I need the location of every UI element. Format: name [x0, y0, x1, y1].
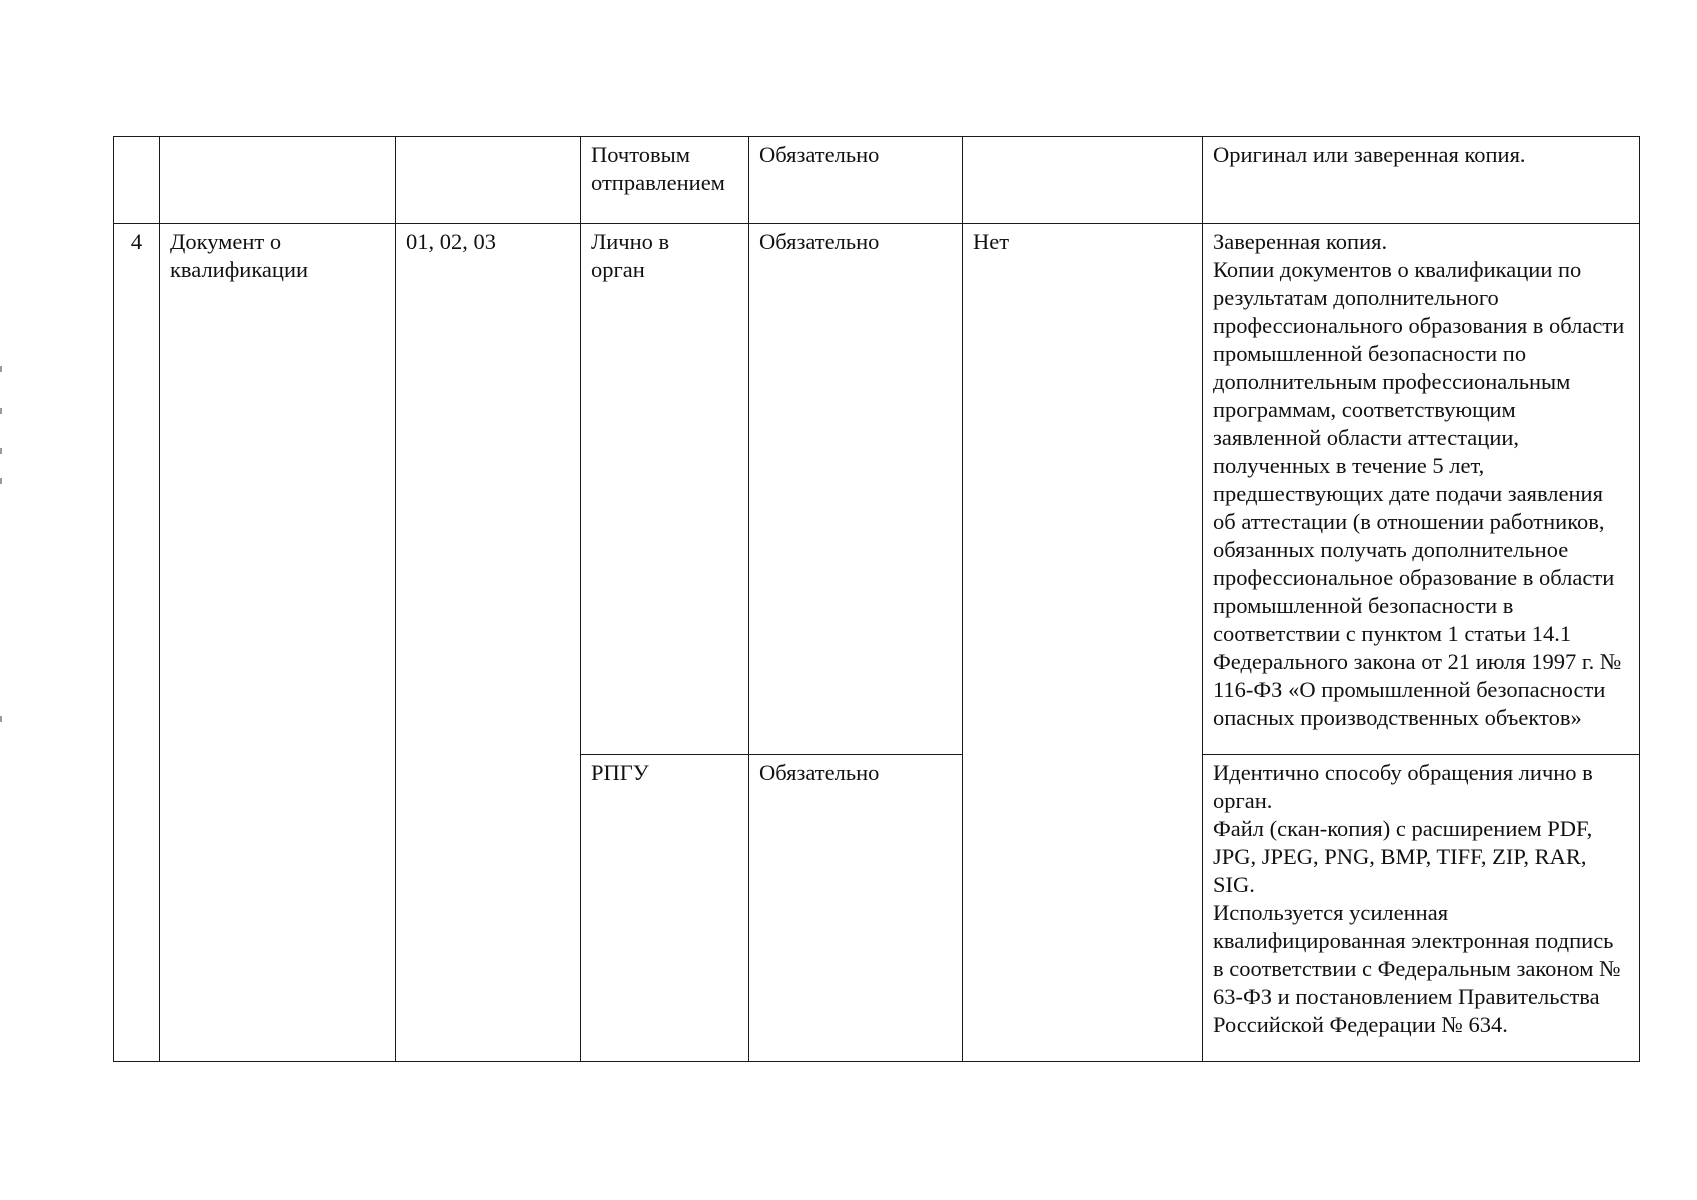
requirement-rpgu: Обязательно [759, 760, 880, 785]
cell-document-name [160, 224, 396, 1062]
method-personal: Лично в орган [591, 229, 670, 282]
requirements-table [113, 136, 1640, 1062]
description-postal: Оригинал или заверенная копия. [1213, 142, 1526, 167]
description-rpgu: Идентично способу обращения лично в орган. Файл (скан-копия) с расширением PDF, JPG, JPEG, PNG, BMP, TIFF, ZIP, RAR, SIG. Используется усиленная квалифицированная электронная подпись в соответствии с Федеральным законом № 63-ФЗ и постановлением Правительства Российской Федерации № 634. [1213, 760, 1621, 1037]
cell-document-name [160, 137, 396, 224]
cell-method [581, 137, 749, 224]
margin-mark [0, 408, 2, 414]
margin-mark [0, 366, 2, 372]
cell-description [1203, 755, 1640, 1062]
cell-extra [963, 224, 1203, 1062]
cell-method [581, 755, 749, 1062]
row-number: 4 [130, 229, 143, 254]
cell-number [114, 224, 160, 1062]
cell-method [581, 224, 749, 755]
table-row-4-personal [114, 224, 1640, 755]
cell-codes [396, 137, 581, 224]
cell-requirement [749, 137, 963, 224]
method-postal: Почтовым отправлением [591, 142, 725, 195]
cell-description [1203, 224, 1640, 755]
document-codes: 01, 02, 03 [406, 229, 496, 254]
cell-requirement [749, 224, 963, 755]
margin-mark [0, 716, 2, 722]
cell-description [1203, 137, 1640, 224]
cell-requirement [749, 755, 963, 1062]
cell-codes [396, 224, 581, 1062]
cell-extra [963, 137, 1203, 224]
margin-mark [0, 448, 2, 454]
cell-number [114, 137, 160, 224]
table-row-postal [114, 137, 1640, 224]
document-name: Документ о квалификации [170, 229, 309, 282]
requirement-personal: Обязательно [759, 229, 880, 254]
margin-mark [0, 478, 2, 484]
extra-value: Нет [973, 229, 1010, 254]
method-rpgu: РПГУ [591, 760, 649, 785]
requirement-postal: Обязательно [759, 142, 880, 167]
description-personal: Заверенная копия. Копии документов о квалификации по результатам дополнительного профессионального образования в области промышленной безопасности по дополнительным профессиональным программам, соответствующим заявленной области аттестации, полученных в течение 5 лет, предшествующих дате подачи заявления об аттестации (в отношении работников, обязанных получать дополнительное профессиональное образование в области промышленной безопасности в соответствии с пунктом 1 статьи 14.1 Федерального закона от 21 июля 1997 г. № 116-ФЗ «О промышленной безопасности опасных производственных объектов» [1213, 229, 1625, 730]
